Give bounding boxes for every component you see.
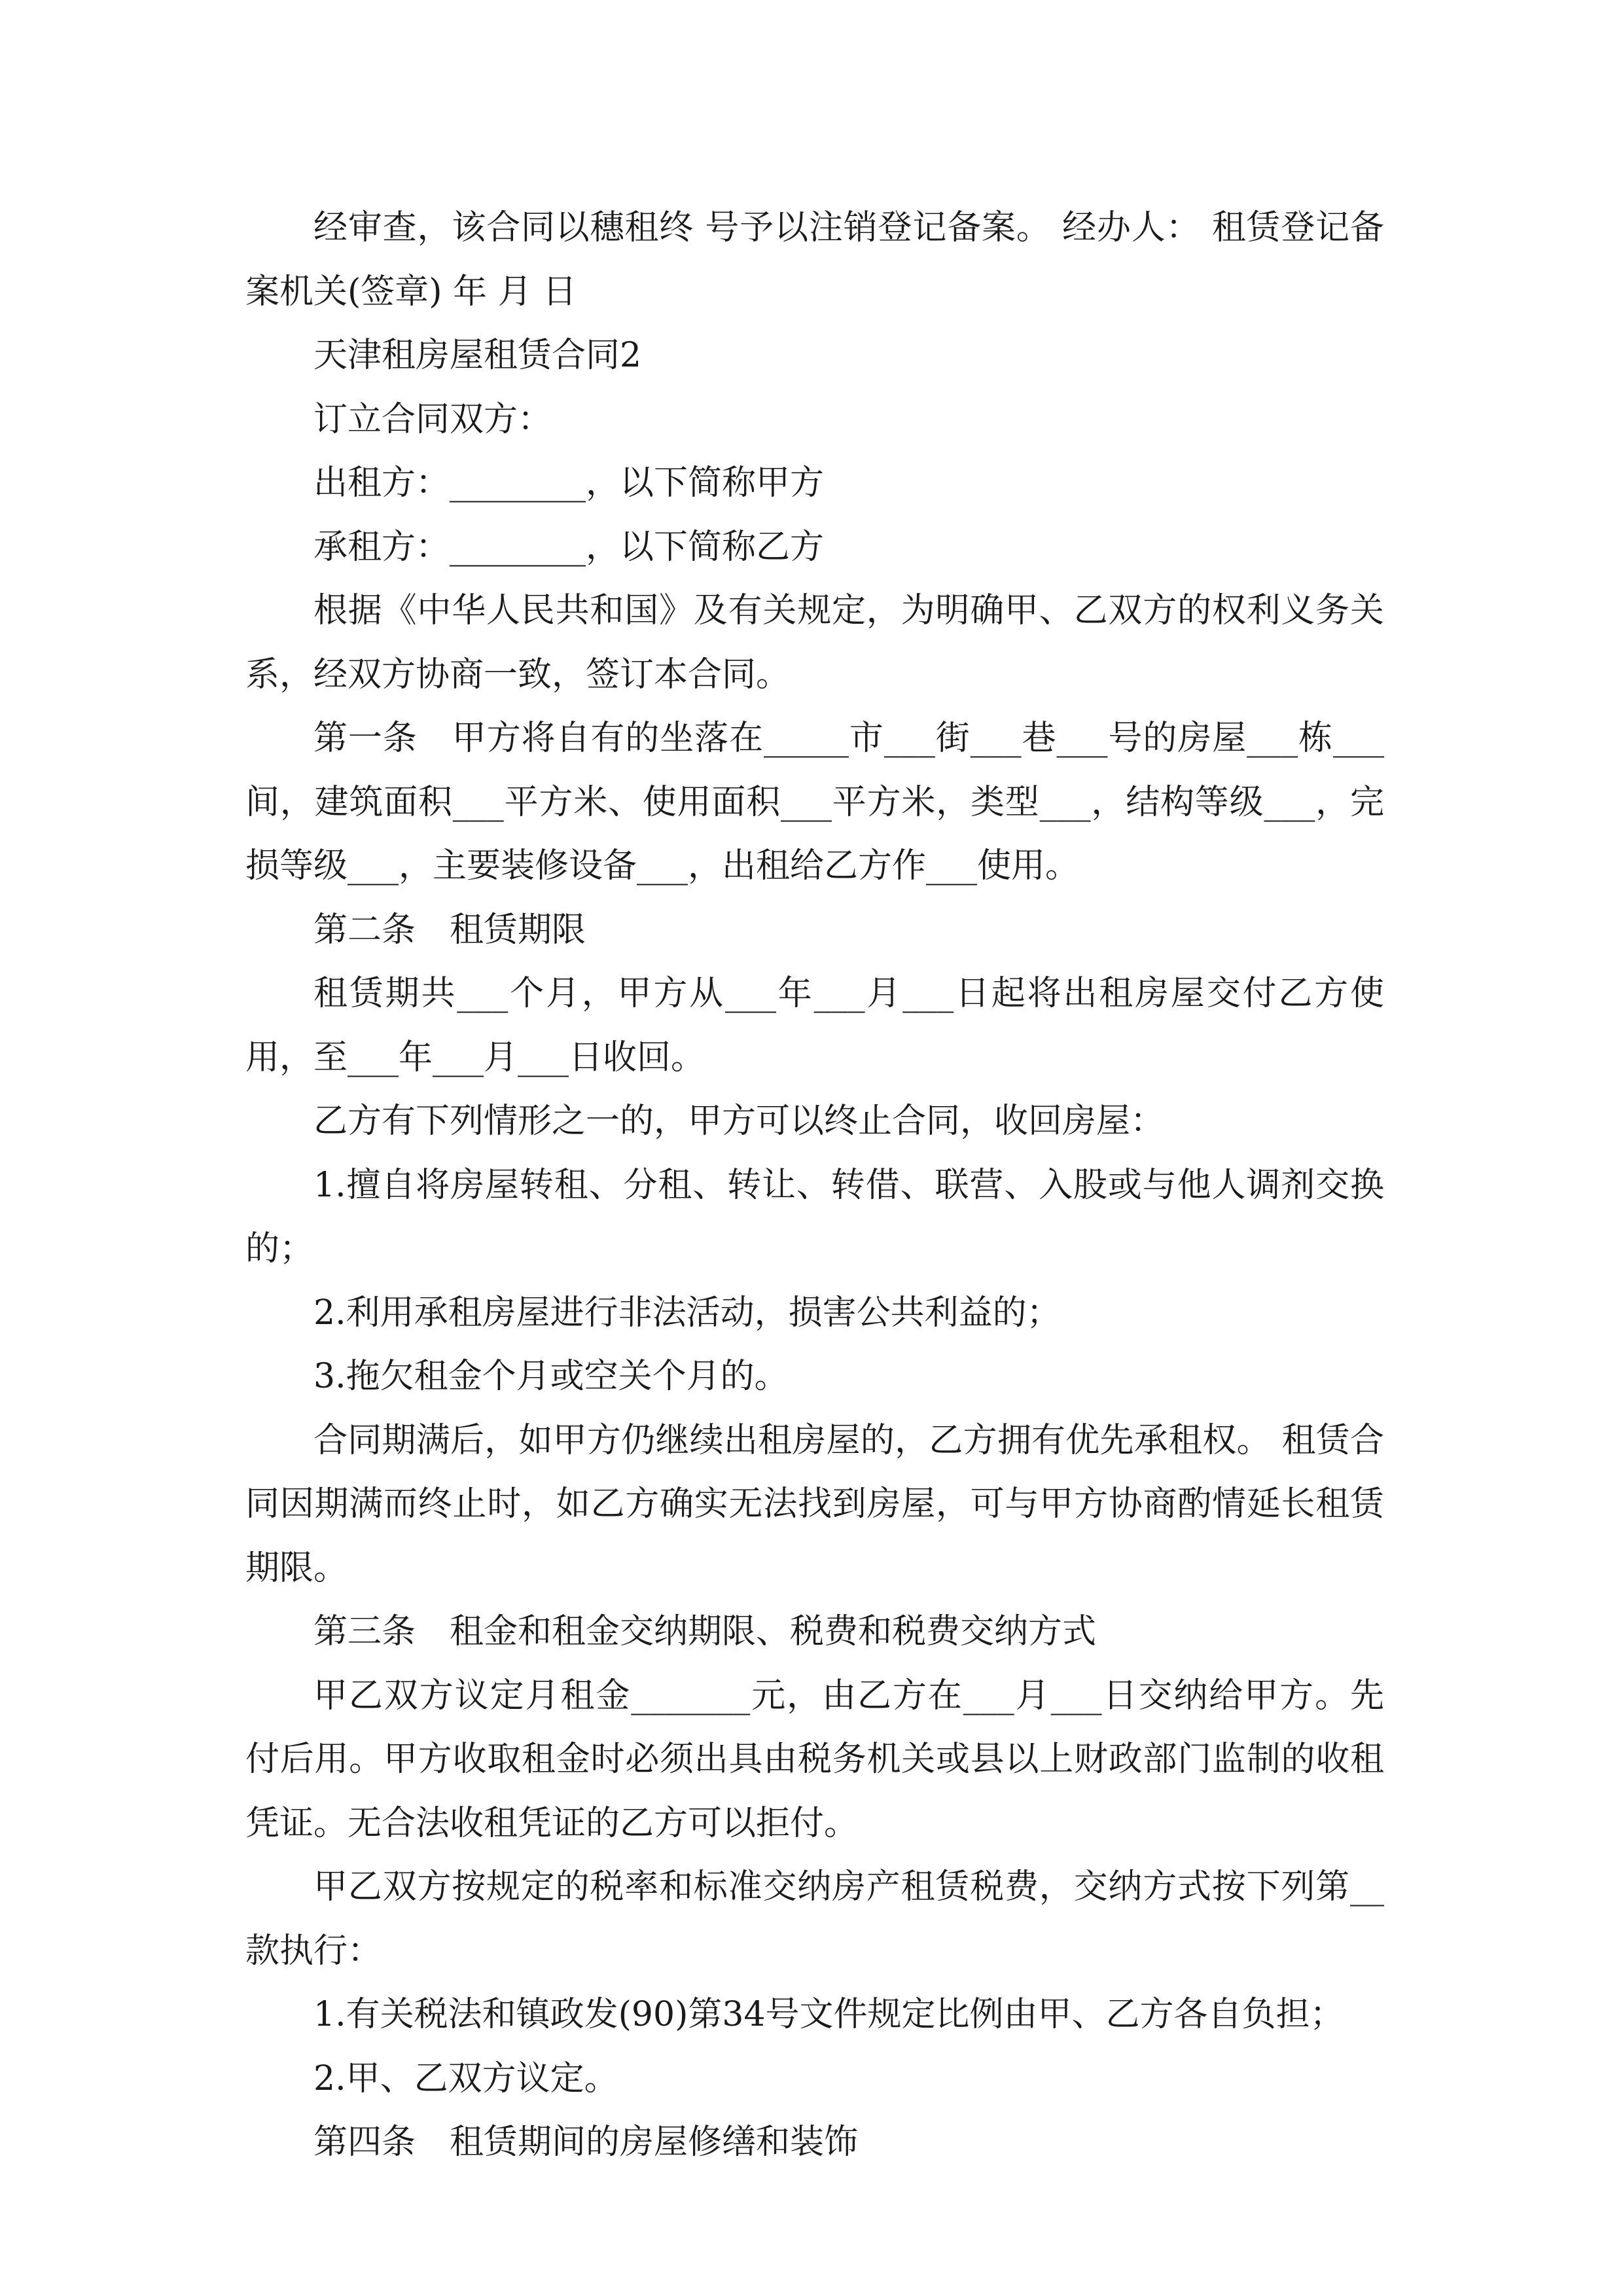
paragraph-renewal: 合同期满后，如甲方仍继续出租房屋的，乙方拥有优先承租权。 租赁合同因期满而终止时，如乙方确实无法找到房屋，可与甲方协商酌情延长租赁期限。 — [245, 1420, 1384, 1588]
paragraph-article-4-heading: 第四条 租赁期间的房屋修缮和装饰 — [313, 2123, 859, 2162]
paragraph-lessee: 承租方：________，以下简称乙方 — [313, 527, 825, 567]
paragraph-condition-1: 1.擅自将房屋转租、分租、转让、转借、联营、入股或与他人调剂交换的； — [245, 1165, 1384, 1268]
document-body — [245, 196, 1384, 2175]
paragraph-rent: 甲乙双方议定月租金_______元，由乙方在___月___日交纳给甲方。先付后用。甲方收取租金时必须出具由税务机关或县以上财政部门监制的收租凭证。无合法收租凭证的乙方可以拒付。 — [245, 1676, 1384, 1843]
paragraph-condition-3: 3.拖欠租金个月或空关个月的。 — [313, 1357, 789, 1396]
paragraph-article-3-heading: 第三条 租金和租金交纳期限、税费和税费交纳方式 — [313, 1612, 1097, 1651]
paragraph-article-1: 第一条 甲方将自有的坐落在_____市___街___巷___号的房屋___栋___间，建筑面积___平方米、使用面积___平方米，类型___，结构等级___，完损等级___，主要装修设备___，出租给乙方作___使用。 — [245, 719, 1384, 886]
paragraph-lessor: 出租方：________，以下简称甲方 — [313, 463, 825, 503]
paragraph-tax-option-2: 2.甲、乙双方议定。 — [313, 2058, 618, 2098]
paragraph-preamble: 根据《中华人民共和国》及有关规定，为明确甲、乙双方的权利义务关系，经双方协商一致，签订本合同。 — [245, 591, 1384, 694]
paragraph-condition-2: 2.利用承租房屋进行非法活动，损害公共利益的； — [313, 1293, 1061, 1333]
paragraph-lease-term: 租赁期共___个月，甲方从___年___月___日起将出租房屋交付乙方使用，至___年___月___日收回。 — [245, 974, 1384, 1077]
paragraph-parties-heading: 订立合同双方： — [313, 399, 552, 439]
paragraph-tax-option-1: 1.有关税法和镇政发(90)第34号文件规定比例由甲、乙方各自负担； — [313, 1995, 1344, 2034]
paragraph-contract-title: 天津租房屋租赁合同2 — [313, 336, 642, 375]
paragraph-termination-conditions: 乙方有下列情形之一的，甲方可以终止合同，收回房屋： — [313, 1102, 1165, 1141]
paragraph-article-2-heading: 第二条 租赁期限 — [313, 910, 586, 950]
paragraph-cancellation-note: 经审查，该合同以穗租终 号予以注销登记备案。 经办人： 租赁登记备案机关(签章) 年 月 日 — [245, 208, 1384, 312]
paragraph-tax: 甲乙双方按规定的税率和标准交纳房产租赁税费，交纳方式按下列第__款执行： — [245, 1867, 1384, 1971]
